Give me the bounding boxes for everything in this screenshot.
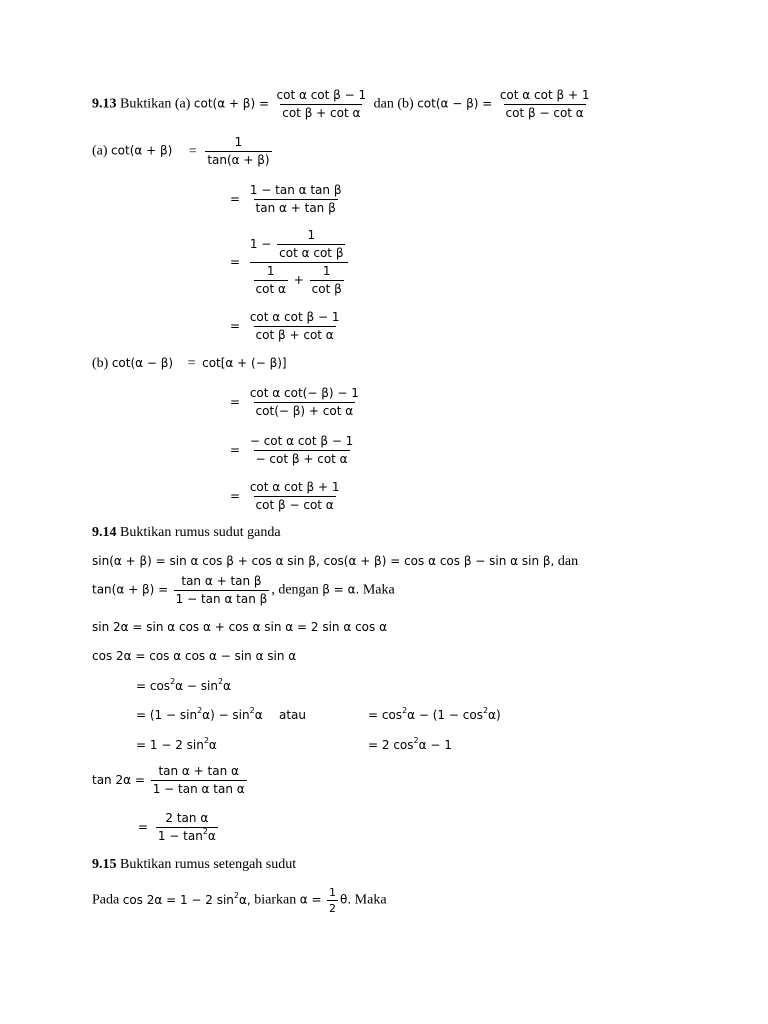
- problem-title: Buktikan rumus setengah sudut: [120, 857, 297, 872]
- cos-double-angle-line-4: = 1 − 2 $\sin^2\alpha$: [136, 736, 217, 752]
- step-fraction: $\frac{\text{tan α + tan α}}{\text{1 − tan α tan α}}$: [152, 764, 245, 796]
- part-b-step-2: = $\frac{\text{cot α cot(− β) − 1}}{\text{cot(− β) + cot α}}$: [229, 386, 359, 418]
- step-fraction: [248, 183, 344, 216]
- fraction-denominator: tan(α + β): [207, 153, 270, 167]
- part-label: (a): [92, 143, 108, 159]
- connector-text: dan (b): [373, 96, 414, 112]
- problem-intro: Buktikan (a): [120, 96, 191, 112]
- fraction-denominator: − cot β + cot α: [255, 452, 348, 466]
- step-fraction: [248, 310, 342, 343]
- fraction-numerator: 1: [234, 135, 243, 149]
- step-fraction: [248, 480, 342, 513]
- part-b-step-3: = $\frac{\text{− cot α cot β − 1}}{\text{− cot β + cot α}}$: [229, 434, 354, 466]
- formula-a-lhs: cot(α + β) =: [193, 96, 270, 111]
- complex-fraction: [248, 228, 350, 297]
- step-fraction: $\frac{\text{tan α + tan β}}{\text{1 − tan α tan β}}$: [175, 574, 268, 606]
- identity-line-1: sin(α + β) = sin α cos β + cos α sin β, cos(α + β) = cos α cos β − sin α sin β, dan: [92, 554, 579, 569]
- step-fraction: [248, 386, 361, 419]
- problem-number: 9.14: [92, 525, 117, 540]
- cos-double-angle-alt-1: = $\cos^2\alpha - (1 - \cos^2\alpha)$: [368, 706, 501, 722]
- problem-9-15-line-1: Pada cos 2α = 1 − 2 $\sin^2\alpha$, biarkan α = $\frac{1}{2}$ θ. Maka: [92, 886, 387, 915]
- step-expression: cot[α + (− β)]: [202, 356, 287, 370]
- sin-double-angle: sin 2α = sin α cos α + cos α sin α = 2 sin α cos α: [92, 620, 387, 634]
- fraction-numerator: cot α cot β − 1: [276, 88, 367, 102]
- part-label: (b): [92, 356, 109, 371]
- problem-9-13-statement: [92, 88, 593, 121]
- problem-number: 9.15: [92, 857, 117, 872]
- step-fraction: [248, 434, 356, 467]
- fraction-denominator: cot(− β) + cot α: [255, 404, 354, 418]
- problem-9-14-heading: [92, 524, 281, 542]
- fraction-denominator: cot β + cot α: [255, 328, 334, 342]
- part-a-step-1: (a) cot(α + β) = $\frac{1}{\tan(\alpha + \beta)}$: [92, 135, 270, 167]
- fraction-numerator: cot α cot β + 1: [499, 88, 590, 102]
- fraction-denominator: cot β + cot α: [282, 106, 361, 120]
- problem-9-15-heading: [92, 856, 296, 874]
- tan-double-angle-line-1: tan 2α = $\frac{\text{tan α + tan α}}{\text{1 − tan α tan α}}$: [92, 764, 245, 796]
- part-a-lhs: cot(α + β): [111, 143, 173, 158]
- cos-double-angle-alt-2: = 2 $\cos^2\alpha - 1$: [368, 736, 452, 752]
- fraction-numerator: cot α cot β + 1: [249, 480, 340, 494]
- cos-double-angle-line-3: = $(1 - \sin^2\alpha) - \sin^2\alpha$: [136, 706, 263, 722]
- fraction-denominator: tan α + tan β: [255, 201, 336, 215]
- fraction-numerator: 1 − tan α tan β: [249, 183, 342, 197]
- fraction-denominator: cot β − cot α: [505, 106, 584, 120]
- part-b-step-4: = $\frac{\text{cot α cot β + 1}}{\text{cot β − cot α}}$: [229, 480, 340, 512]
- identity-line-2: tan(α + β) = $\frac{\text{tan α + tan β}}{\text{1 − tan α tan β}}$ , dengan β = α. Maka: [92, 574, 395, 606]
- part-a-step-4: = $\frac{\text{cot α cot β − 1}}{\text{cot β + cot α}}$: [229, 310, 340, 342]
- cos-double-angle-line-1: cos 2α = cos α cos α − sin α sin α: [92, 649, 297, 663]
- part-b-step-1: (b) cot(α − β) = cot[α + (− β)]: [92, 356, 287, 371]
- formula-a-fraction: [275, 88, 369, 121]
- step-fraction: $\frac{\text{2 tan α}}{1 - \tan^2\alpha}$: [157, 811, 216, 843]
- cos-double-angle-line-2: = $\cos^2\alpha - \sin^2\alpha$: [136, 677, 231, 693]
- fraction-numerator: cot α cot(− β) − 1: [249, 386, 359, 400]
- formula-b-lhs: cot(α − β) =: [417, 96, 493, 111]
- complex-numerator: 1 − $\frac{1}{\text{cot α cot β}}$: [249, 228, 344, 260]
- atau-label: atau: [279, 708, 307, 722]
- part-a-step-2: = $\frac{\text{1 − tan α tan β}}{\text{tan α + tan β}}$: [229, 183, 342, 215]
- problem-number: 9.13: [92, 96, 117, 112]
- fraction-numerator: cot α cot β − 1: [249, 310, 340, 324]
- half-fraction: $\frac{1}{2}$: [329, 886, 337, 915]
- fraction-denominator: cot β − cot α: [255, 498, 334, 512]
- formula-b-fraction: [498, 88, 592, 121]
- tan-double-angle-line-2: = $\frac{\text{2 tan α}}{1 - \tan^2\alpha}$: [137, 811, 216, 843]
- fraction-numerator: − cot α cot β − 1: [249, 434, 354, 448]
- problem-title: Buktikan rumus sudut ganda: [120, 525, 281, 540]
- part-b-lhs: cot(α − β): [111, 356, 174, 370]
- complex-denominator: $\frac{1}{\text{cot α}}$ + $\frac{1}{\text{cot β}}$: [250, 262, 348, 297]
- step-fraction: [205, 135, 271, 168]
- part-a-step-3: = 1 − $\frac{1}{\text{cot α cot β}}$ $\frac{1}{\text{cot α}}$ + $\frac{1}{\text{cot β}}$: [228, 228, 351, 297]
